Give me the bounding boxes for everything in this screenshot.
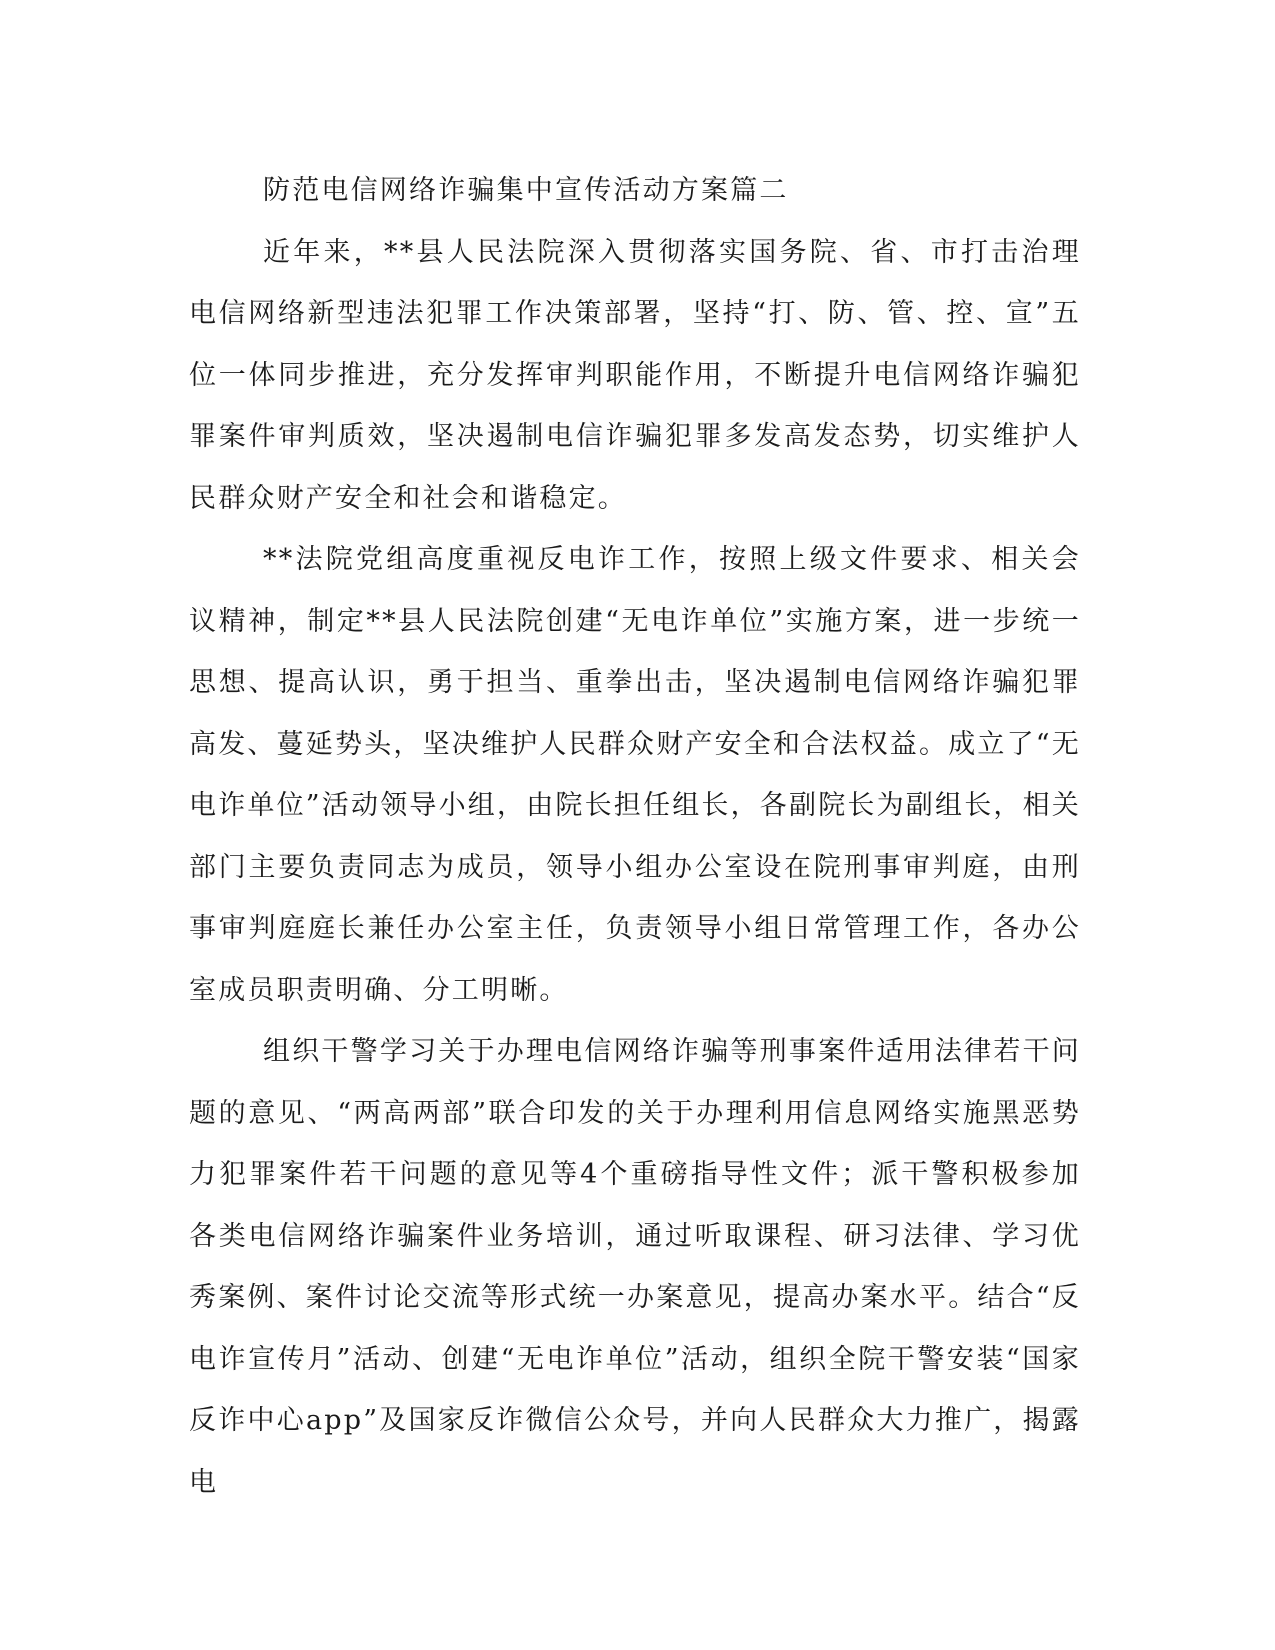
document-title: 防范电信网络诈骗集中宣传活动方案篇二 [263, 175, 789, 206]
paragraph-1: 近年来，**县人民法院深入贯彻落实国务院、省、市打击治理电信网络新型违法犯罪工作决策部署，坚持“打、防、管、控、宣”五位一体同步推进，充分发挥审判职能作用，不断提升电信网络诈骗犯罪案件审判质效，坚决遏制电信诈骗犯罪多发高发态势，切实维护人民群众财产安全和社会和谐稳定。 [189, 236, 1081, 514]
paragraph-2: **法院党组高度重视反电诈工作，按照上级文件要求、相关会议精神，制定**县人民法院创建“无电诈单位”实施方案，进一步统一思想、提高认识，勇于担当、重拳出击，坚决遏制电信网络诈骗犯罪高发、蔓延势头，坚决维护人民群众财产安全和合法权益。成立了“无电诈单位”活动领导小组，由院长担任组长，各副院长为副组长，相关部门主要负责同志为成员，领导小组办公室设在院刑事审判庭，由刑事审判庭庭长兼任办公室主任，负责领导小组日常管理工作，各办公室成员职责明确、分工明晰。 [189, 544, 1082, 1006]
document-body [189, 160, 1081, 1513]
paragraph-3: 组织干警学习关于办理电信网络诈骗等刑事案件适用法律若干问题的意见、“两高两部”联合印发的关于办理利用信息网络实施黑恶势力犯罪案件若干问题的意见等4个重磅指导性文件；派干警积极参加各类电信网络诈骗案件业务培训，通过听取课程、研习法律、学习优秀案例、案件讨论交流等形式统一办案意见，提高办案水平。结合“反电诈宣传月”活动、创建“无电诈单位”活动，组织全院干警安装“国家反诈中心app”及国家反诈微信公众号，并向人民群众大力推广，揭露电 [189, 1036, 1082, 1498]
